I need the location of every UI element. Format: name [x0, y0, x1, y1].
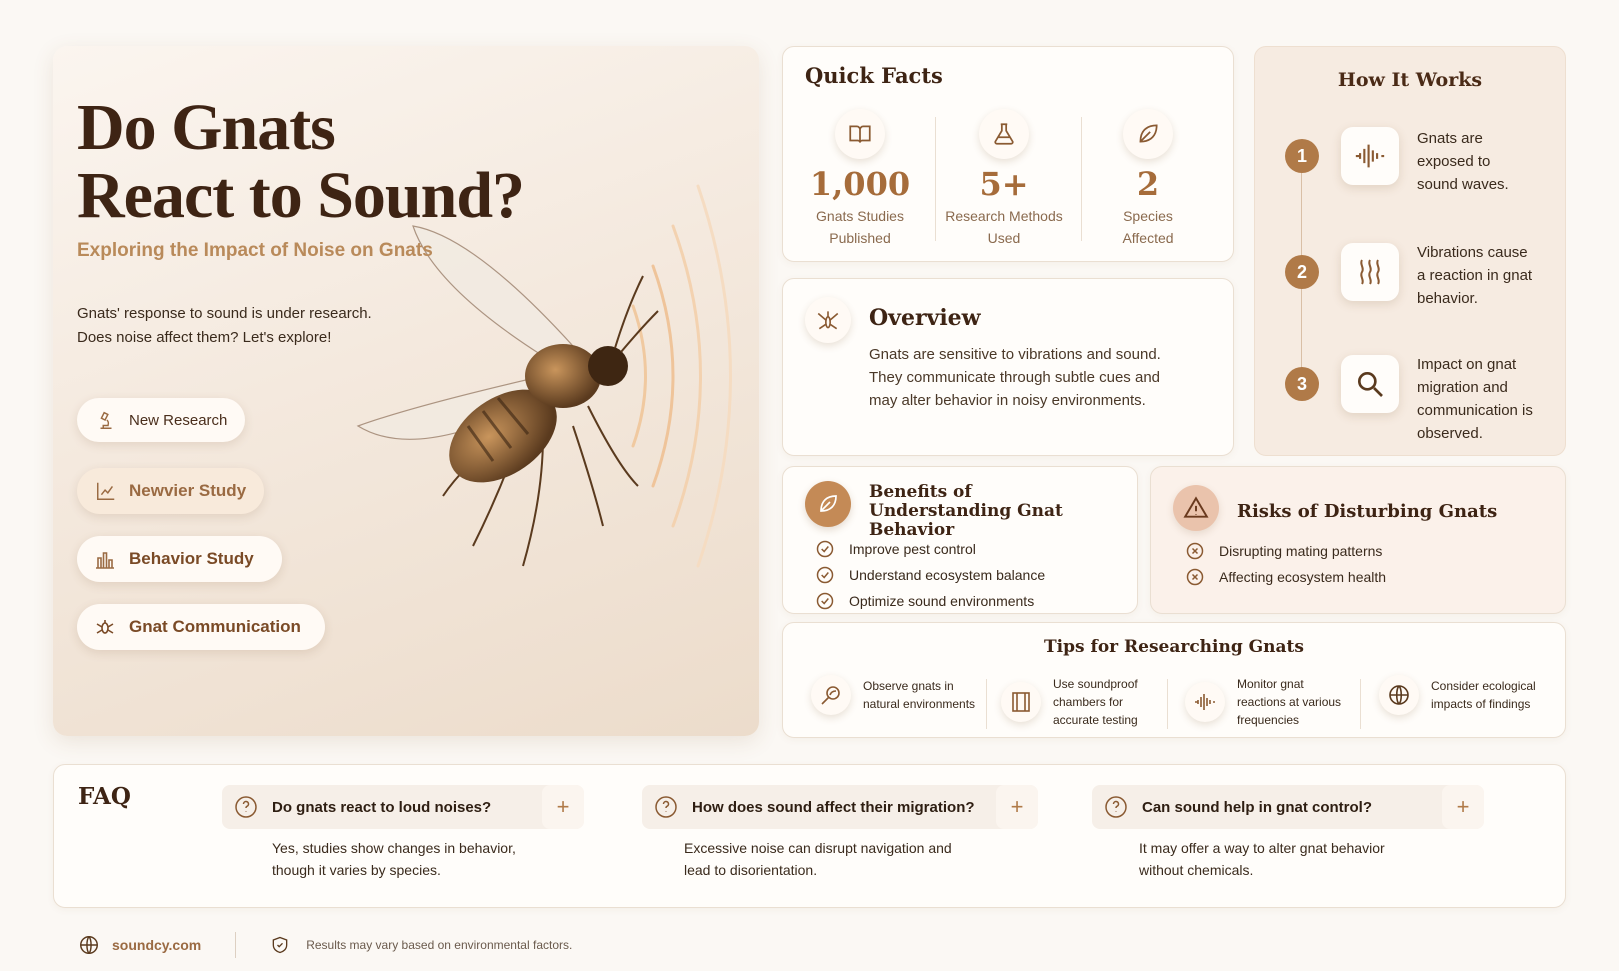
expand-icon[interactable]: +	[1442, 785, 1484, 829]
quick-facts-card	[782, 46, 1234, 262]
tip-line: Consider ecological	[1431, 679, 1536, 693]
step-number: 2	[1285, 255, 1319, 289]
hero-desc-line1: Gnats' response to sound is under research.	[77, 305, 372, 322]
faq-answer-3	[1139, 837, 1385, 881]
x-circle-icon	[1185, 541, 1205, 561]
hero-title-line2: React to Sound?	[77, 159, 525, 232]
tip-text	[1053, 675, 1138, 729]
footer-divider	[235, 932, 236, 958]
faq-answer-line: lead to disorientation.	[684, 862, 818, 878]
risks-title: Risks of Disturbing Gnats	[1237, 501, 1498, 522]
footer	[78, 932, 572, 958]
tip-text	[863, 677, 975, 713]
fact-species	[1073, 109, 1223, 249]
book-icon	[835, 109, 885, 159]
faq-answer-line: Yes, studies show changes in behavior,	[272, 840, 516, 856]
tip-item	[811, 675, 975, 715]
tip-line: Observe gnats in	[863, 679, 954, 693]
benefits-card	[782, 466, 1138, 614]
check-circle-icon	[815, 591, 835, 611]
hero-subtitle: Exploring the Impact of Noise on Gnats	[77, 240, 433, 261]
fact-label-line1: Species	[1123, 208, 1173, 224]
benefit-item	[815, 539, 976, 559]
tips-card	[782, 622, 1566, 738]
faq-answer-1	[272, 837, 516, 881]
newvier-study-label: Newvier Study	[129, 481, 247, 500]
benefits-title: Benefits of Understanding Gnat Behavior	[869, 482, 1063, 540]
behavior-study-button[interactable]	[77, 536, 282, 582]
fact-methods	[929, 109, 1079, 249]
benefit-item	[815, 565, 1045, 585]
fact-value: 5+	[979, 165, 1029, 203]
tip-line: reactions at various	[1237, 695, 1342, 709]
leaf-magnifier-icon	[811, 675, 851, 715]
expand-icon[interactable]: +	[996, 785, 1038, 829]
chamber-icon	[1001, 682, 1041, 722]
risks-card	[1150, 466, 1566, 614]
how-it-works-title: How It Works	[1337, 69, 1483, 91]
bar-chart-icon	[93, 547, 117, 571]
disclaimer-note: Results may vary based on environmental factors.	[306, 938, 573, 952]
step-text: Impact on gnat migration and communication is observed.	[1417, 356, 1533, 442]
x-circle-icon	[1185, 567, 1205, 587]
hero-desc-line2: Does noise affect them? Let's explore!	[77, 329, 332, 346]
newvier-study-button[interactable]	[77, 468, 264, 514]
chart-icon	[95, 480, 117, 502]
fact-value: 2	[1136, 165, 1160, 203]
tip-text	[1431, 677, 1536, 713]
benefit-text: Optimize sound environments	[849, 593, 1035, 609]
faq-answer-line: without chemicals.	[1139, 862, 1254, 878]
mosquito-icon	[805, 297, 851, 343]
tip-divider	[986, 679, 987, 729]
hero-title	[77, 91, 547, 232]
behavior-study-label: Behavior Study	[129, 549, 254, 568]
fact-label	[1073, 205, 1223, 249]
risk-item	[1185, 541, 1382, 561]
tip-item	[1185, 675, 1341, 729]
sound-wave-icon	[1341, 127, 1399, 185]
check-circle-icon	[815, 565, 835, 585]
fact-label-line1: Gnats Studies	[816, 208, 904, 224]
magnifier-icon	[1341, 355, 1399, 413]
microscope-icon	[95, 409, 117, 431]
hero-title-line1: Do Gnats	[77, 91, 335, 164]
faq-question-3[interactable]	[1092, 785, 1484, 829]
fact-studies	[785, 109, 935, 249]
question-circle-icon	[654, 795, 678, 819]
tip-line: chambers for	[1053, 695, 1124, 709]
tip-line: Use soundproof	[1053, 677, 1138, 691]
benefit-item	[815, 591, 1034, 611]
frequency-icon	[1185, 682, 1225, 722]
tip-line: accurate testing	[1053, 713, 1138, 727]
risk-item	[1185, 567, 1386, 587]
step-text: Vibrations cause a reaction in gnat behavior.	[1417, 244, 1533, 307]
step-number: 3	[1285, 367, 1319, 401]
fact-label-line2: Affected	[1122, 230, 1174, 246]
benefit-text: Improve pest control	[849, 541, 976, 557]
leaf-icon	[805, 481, 851, 527]
globe-icon	[78, 934, 100, 956]
faq-question-text: Do gnats react to loud noises?	[272, 798, 492, 816]
faq-question-1[interactable]	[222, 785, 584, 829]
tips-title: Tips for Researching Gnats	[1044, 637, 1304, 657]
tip-line: natural environments	[863, 697, 976, 711]
overview-title: Overview	[869, 305, 981, 331]
new-research-label: New Research	[129, 411, 228, 429]
tip-text	[1237, 675, 1341, 729]
leaf-icon	[1123, 109, 1173, 159]
new-research-button[interactable]	[77, 398, 245, 442]
fact-label-line2: Published	[829, 230, 891, 246]
risk-text: Disrupting mating patterns	[1219, 543, 1383, 559]
faq-card	[53, 764, 1566, 908]
step-text: Gnats are exposed to sound waves.	[1417, 130, 1509, 193]
benefit-text: Understand ecosystem balance	[849, 567, 1046, 583]
step-number: 1	[1285, 139, 1319, 173]
faq-question-text: How does sound affect their migration?	[692, 798, 975, 816]
tip-line: frequencies	[1237, 713, 1300, 727]
faq-answer-line: It may offer a way to alter gnat behavior	[1139, 840, 1385, 856]
overview-text: Gnats are sensitive to vibrations and sound. They communicate through subtle cues and may alter behavior in noisy environments.	[869, 346, 1161, 409]
check-circle-icon	[815, 539, 835, 559]
globe-icon	[1379, 675, 1419, 715]
gnat-communication-button[interactable]	[77, 604, 325, 650]
site-link[interactable]: soundcy.com	[112, 937, 202, 953]
tip-line: impacts of findings	[1431, 697, 1531, 711]
warning-icon	[1173, 485, 1219, 531]
hero-description	[77, 302, 417, 350]
faq-answer-2	[684, 837, 952, 881]
risk-text: Affecting ecosystem health	[1219, 569, 1387, 585]
tip-item	[1001, 675, 1138, 729]
flask-icon	[979, 109, 1029, 159]
faq-question-text: Can sound help in gnat control?	[1142, 798, 1372, 816]
question-circle-icon	[1104, 795, 1128, 819]
expand-icon[interactable]: +	[542, 785, 584, 829]
faq-question-2[interactable]	[642, 785, 1038, 829]
fact-value: 1,000	[809, 165, 911, 203]
tip-line: Monitor gnat	[1237, 677, 1304, 691]
fact-label	[929, 205, 1079, 249]
fact-label	[785, 205, 935, 249]
faq-answer-line: though it varies by species.	[272, 862, 441, 878]
vibration-icon	[1341, 243, 1399, 301]
gnat-communication-label: Gnat Communication	[129, 617, 301, 636]
faq-title: FAQ	[78, 783, 131, 810]
overview-card	[782, 278, 1234, 456]
hero-panel	[53, 46, 759, 736]
fact-label-line2: Used	[987, 230, 1021, 246]
bug-icon	[93, 615, 117, 639]
faq-answer-line: Excessive noise can disrupt navigation and	[684, 840, 952, 856]
quick-facts-title: Quick Facts	[805, 63, 943, 88]
tip-divider	[1167, 679, 1168, 729]
how-it-works-card	[1254, 46, 1566, 456]
tip-divider	[1360, 679, 1361, 729]
tip-item	[1379, 675, 1536, 715]
question-circle-icon	[234, 795, 258, 819]
fact-label-line1: Research Methods	[945, 208, 1063, 224]
shield-icon	[270, 935, 290, 955]
